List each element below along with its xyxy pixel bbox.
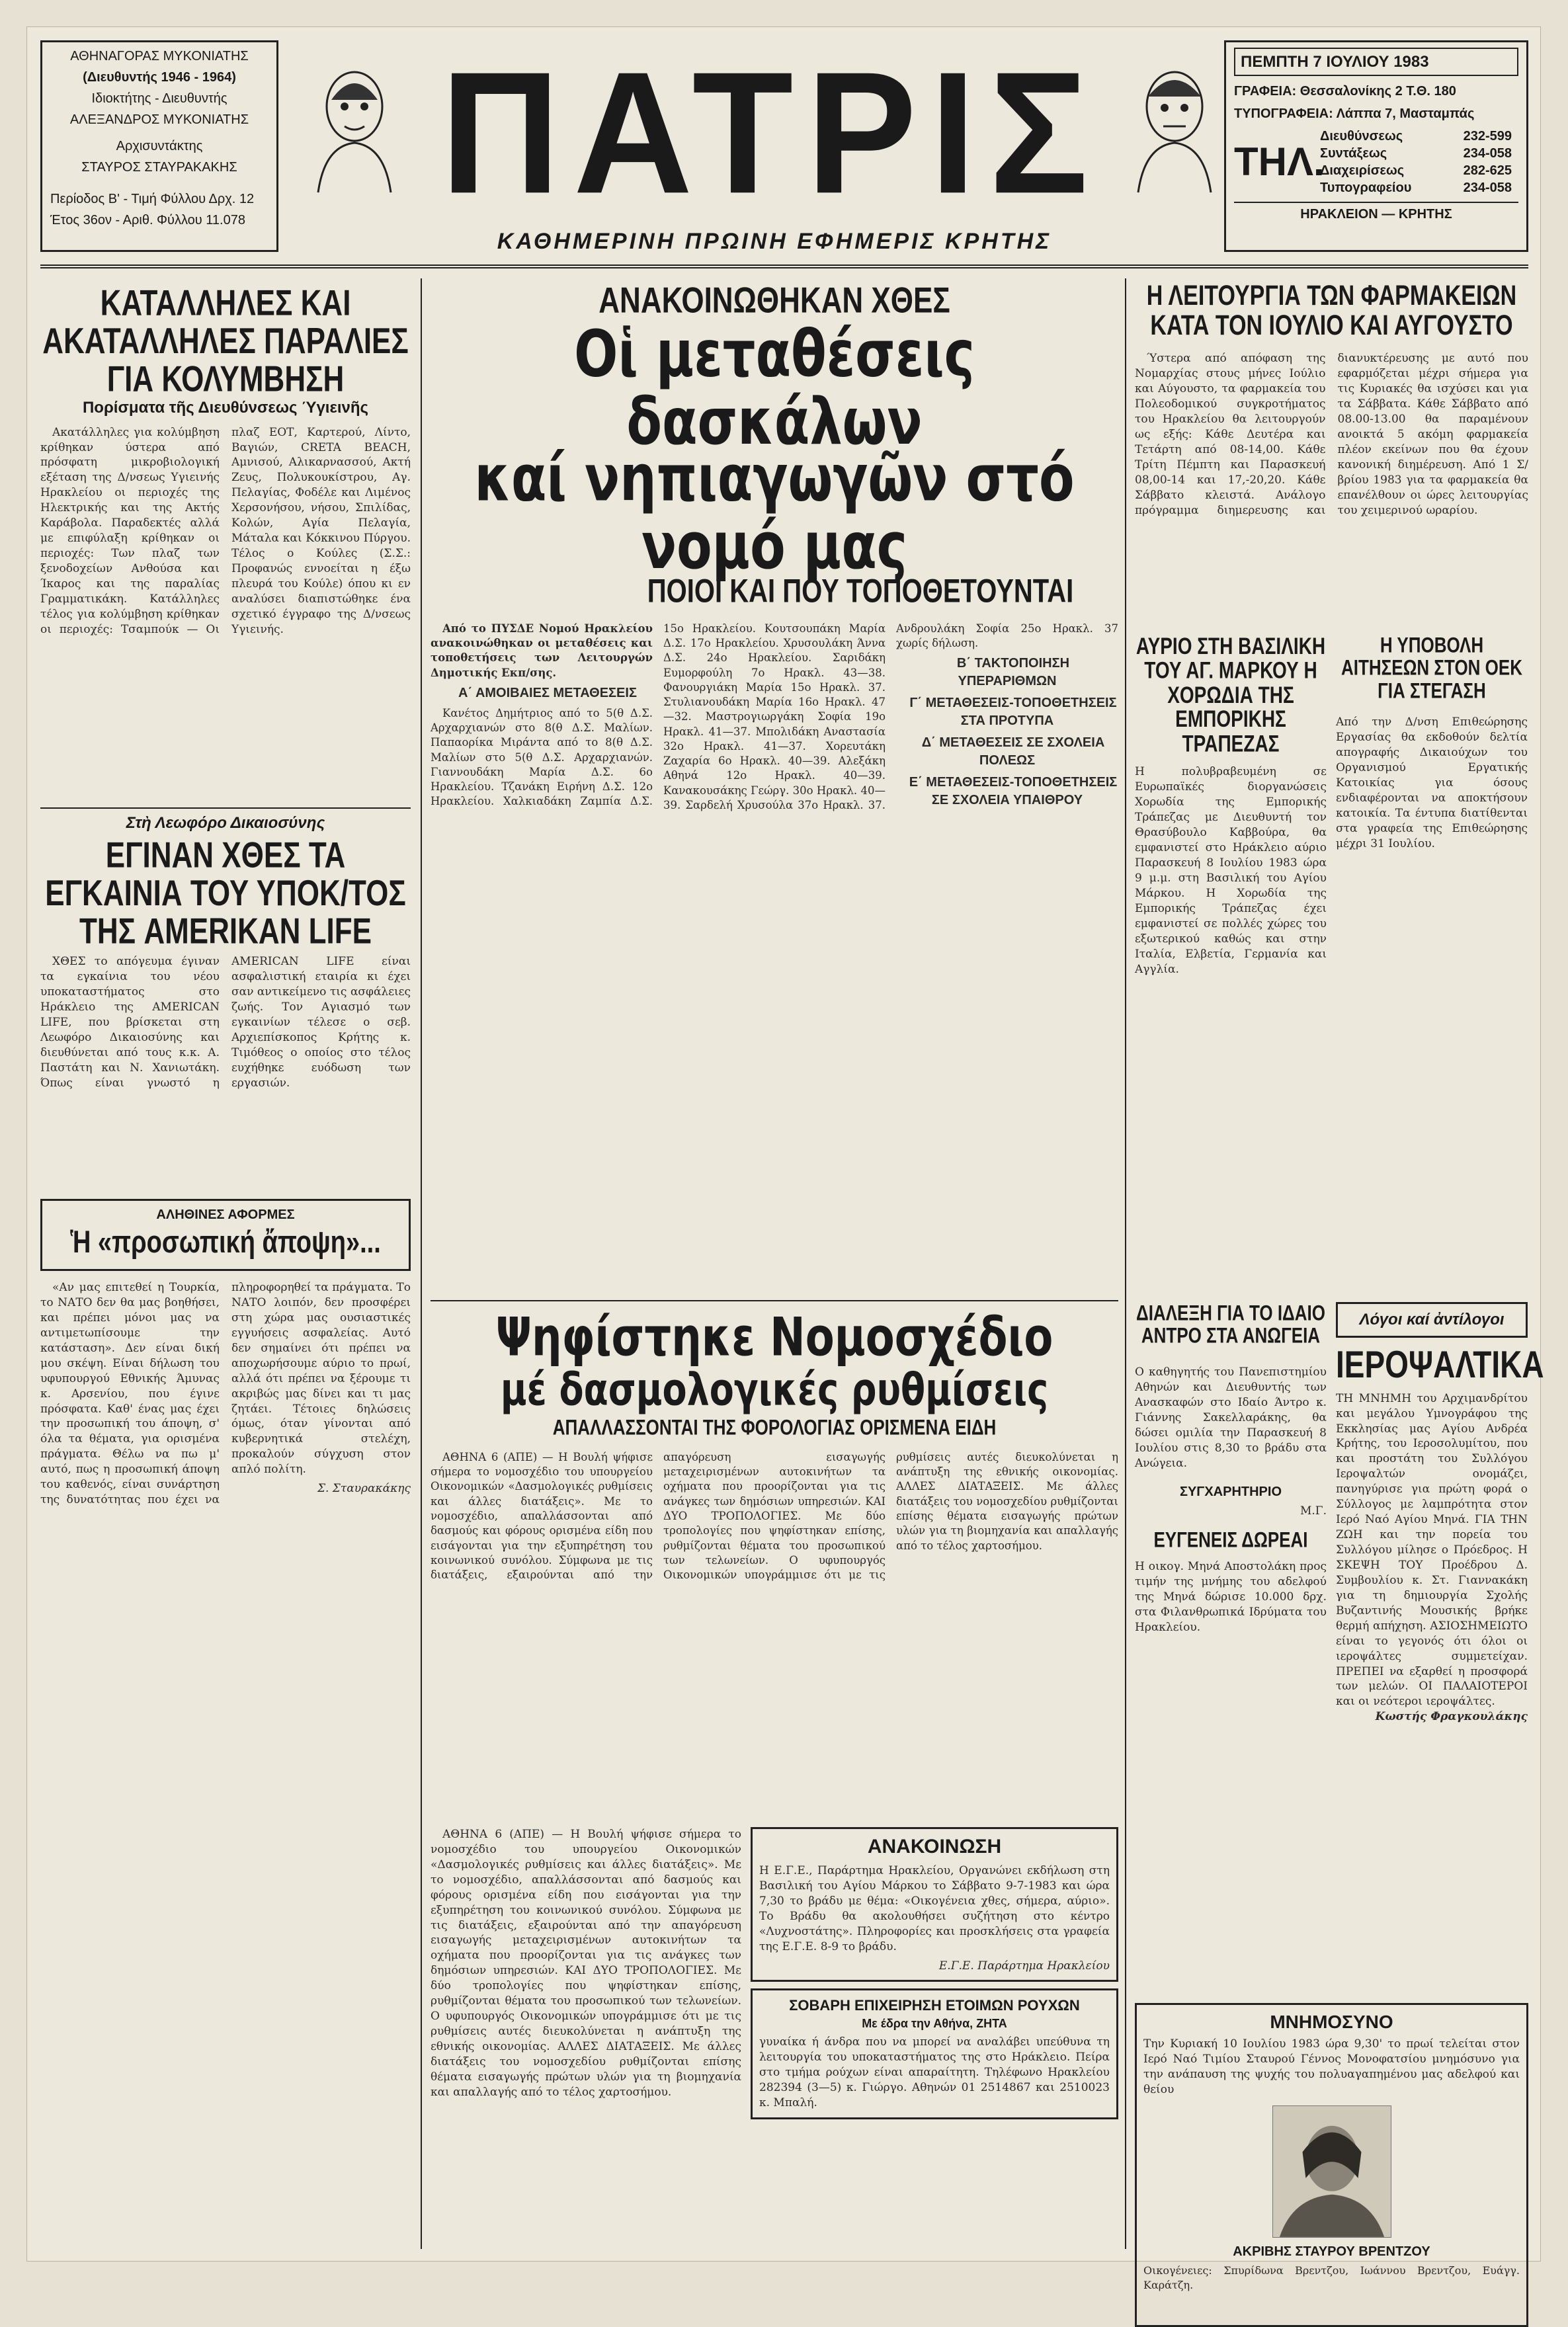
memorial-name: ΑΚΡΙΒΗΣ ΣΤΑΥΡΟΥ ΒΡΕΝΤΖΟΥ [1233, 2244, 1430, 2260]
column-text: ΤΗ ΜΝΗΜΗ του Αρχιμανδρίτου και μεγάλου Υμνογράφου της Εκκλησίας μας Αγίου Ανδρέα Κρήτης, του Ιεροσολυμίτου, που και προστάτη του Συλλόγου Ιεροψαλτών ονομάζει, πανηγύρισε για πρώτη φορά ο Σύλλογος με λαμπρότητα στον Ιερό Ναό Αγίου Μηνά. ΓΙΑ ΤΗΝ ΖΩΗ και την πορεία του Συλλόγου μίλησε ο Πρόεδρος. Η ΣΚΕΨΗ ΤΟΥ Προέδρου Δ. Συμβουλίου κ. Στ. Γιαννακάκη για τη δημιουργία Σχολής Βυζαντινής Μουσικής βρήκε θερμή απήχηση. ΑΣΙΟΣΗΜΕΙΩΤΟ είναι το γεγονός ότι όλοι οι ιεροψάλτες συμμετείχαν. ΠΡΕΠΕΙ να εξαρθεί η προσφορά των μελών. ΟΙ ΠΑΛΑΙΟΤΕΡΟΙ και οι νεότεροι ιεροψάλτες. [1336, 1391, 1528, 1709]
avenue-article [40, 954, 411, 1192]
right-column [1135, 280, 1544, 2291]
announce-signature: Ε.Γ.Ε. Παράρτημα Ηρακλείου [938, 1959, 1110, 1973]
right-mid-left [1135, 634, 1327, 1302]
person-photo-icon [1273, 2106, 1391, 2237]
transfers-article [431, 622, 1118, 1296]
portrait-sketch-icon [305, 60, 404, 192]
lecture-text: Ο καθηγητής του Πανεπιστημίου Αθηνών και Διευθυντής των Ανασκαφών στο Ιδαίο Άντρο κ. Γιάννης Σακελλαράκης, θα δώσει ομιλία την Παρασκευή 8 Ιουλίου στις 8,30 το βράδυ στα Ανώγεια. [1135, 1365, 1327, 1470]
opinion-headline: Ἡ «προσωπική ἄποψη»... [70, 1225, 381, 1260]
congrats-signature: Μ.Γ. [1300, 1504, 1327, 1518]
right-mid-right [1336, 634, 1528, 1302]
pharmacy-body: Ύστερα από απόφαση της Νομαρχίας στους μήνες Ιούλιο και Αύγουστο, τα φαρμακεία του Πολεοδομικού συγκροτήματος του Ηρακλείου θα λειτουργούν ως εξής: Κάθε Δευτέρα και Τετάρτη από 08-14,00. Κάθε Τρίτη Πέμπτη και Παρασκευή 08,00-14 και 17,-20,20. Κάθε Σάββατο κλειστά. Ανάλογο πρόγραμμα διημερευσης και διανυκτέρευσης με αυτό που εφαρμόζεται μέχρι σήμερα για τις Κυριακές θα ισχύσει και για τα Σάββατα. Κάθε Σάββατο από 08.00-13.00 θα παραμένουν ανοικτά 5 ακόμη φαρμακεία πλέον εκείνων που θα έχουν κανονική διημέρευση. Από 1 Σ/βρίου 1983 για τα φαρμακεία θα επανέλθουν οι ώρες λειτουργίας του χειμερινού ωραρίου. [1135, 352, 1528, 517]
section-heading: Β΄ ΤΑΚΤΟΠΟΙΗΣΗ ΥΠΕΡΑΡΙΘΜΩΝ [956, 656, 1070, 689]
editor-role: Αρχισυντάκτης [116, 139, 203, 153]
issue-date: ΠΕΜΠΤΗ 7 ΙΟΥΛΙΟΥ 1983 [1234, 48, 1518, 76]
column-signature: Κωστής Φραγκουλάκης [1375, 1710, 1528, 1724]
owner: ΑΛΕΞΑΝΔΡΟΣ ΜΥΚΟΝΙΑΤΗΣ [69, 112, 249, 127]
job-ad-subtitle: Με έδρα την Αθήνα, ΖΗΤΑ [862, 2017, 1007, 2031]
section-heading: Γ΄ ΜΕΤΑΘΕΣΕΙΣ-ΤΟΠΟΘΕΤΗΣΕΙΣ ΣΤΑ ΠΡΟΤΥΠΑ [909, 696, 1117, 729]
memorial-text: Την Κυριακή 10 Ιουλίου 1983 ώρα 9,30' το πρωί τελείται στον Ιερό Ναό Τιμίου Σταυρού Γέννος Μονοφατσίου μνημόσυνο για την ανάπαυση της ψυχής του πολυαγαπημένου μας αδελφού και θείου [1143, 2037, 1520, 2097]
founder-years: (Διευθυντής 1946 - 1964) [83, 70, 236, 85]
memorial-title: ΜΝΗΜΟΣΥΝΟ [1270, 2012, 1393, 2033]
right-lower-left [1135, 1302, 1327, 1996]
choir-headline: ΑΥΡΙΟ ΣΤΗ ΒΑΣΙΛΙΚΗ ΤΟΥ ΑΓ. ΜΑΡΚΟΥ Η ΧΟΡΩΔΙΑ ΤΗΣ ΕΜΠΟΡΙΚΗΣ ΤΡΑΠΕΖΑΣ [1135, 633, 1326, 756]
housing-text: Από την Δ/νση Επιθεώρησης Εργασίας θα εκδοθούν δελτία απογραφής Δικαιούχων του Οργανισμού Εργατικής Κατοικίας για όσους ενδιαφέρονται να αποκτήσουν κατοικία. Τα έντυπα διατίθενται στα γραφεία της Επιθεώρησης μέχρι 31 Ιουλίου. [1336, 715, 1528, 850]
phone-row: Συντάξεως 234-058 [1320, 146, 1512, 161]
lecture-headline: ΔΙΑΛΕΞΗ ΓΙΑ ΤΟ ΙΔΑΙΟ ΑΝΤΡΟ ΣΤΑ ΑΝΩΓΕΙΑ [1136, 1300, 1325, 1348]
law-article [431, 1450, 1118, 1820]
avenue-headline: ΕΓΙΝΑΝ ΧΘΕΣ ΤΑ ΕΓΚΑΙΝΙΑ ΤΟΥ ΥΠΟΚ/ΤΟΣ ΤΗΣ AMERIKAN LIFE [45, 835, 406, 952]
law-lower [431, 1827, 1118, 2119]
portrait-sketch-icon [1125, 60, 1224, 192]
issue-number: Έτος 36ον - Αριθ. Φύλλου 11.078 [50, 213, 245, 227]
section-heading: Δ΄ ΜΕΤΑΘΕΣΕΙΣ ΣΕ ΣΧΟΛΕΙΑ ΠΟΛΕΩΣ [921, 735, 1105, 768]
announce-title: ΑΝΑΚΟΙΝΩΣΗ [867, 1835, 1002, 1858]
main-headline-1: Οἱ μεταθέσεις δασκάλων [574, 317, 975, 460]
column-kicker: Λόγοι καί ἀντίλογοι [1359, 1311, 1505, 1329]
law-headline-2: μέ δασμολογικές ρυθμίσεις [500, 1363, 1049, 1416]
memorial-family: Οικογένειες: Σπυρίδωνα Βρεντζου, Ιωάννου Βρεντζου, Ευάγγ. Καράτζη. [1143, 2264, 1520, 2291]
opinion-article [40, 1280, 411, 2041]
law-body-cont: ΑΘΗΝΑ 6 (ΑΠΕ) — Η Βουλή ψήφισε σήμερα το νομοσχέδιο του υπουργείου Οικονομικών «Δασμολογικές ρυθμίσεις και άλλες διατάξεις». Με το νομοσχέδιο, απαλλάσσονται από δασμούς και φόρους ορισμένα είδη που εισάγονται για την εξυπηρέτηση του κοινωνικού συνόλου. Σύμφωνα με τις διατάξεις, εξαιρούνται από την απαγόρευση εισαγωγής μεταχειρισμένων αυτοκινήτων τα οχήματα που προορίζονται για τις ανάγκες των δημόσιων υπηρεσιών. ΚΑΙ ΔΥΟ ΤΡΟΠΟΛΟΓΙΕΣ. Με δύο τροπολογίες που ψηφίστηκαν επίσης, ρυθμίζονται θέματα του προσωπικού των τελωνείων. Ο υφυπουργός Οικονομικών υπογράμμισε ότι με τις ρυθμίσεις αυτές διευκολύνεται η ανάπτυξη της εθνικής οικονομίας. ΑΛΛΕΣ ΔΙΑΤΑΞΕΙΣ. Με άλλες διατάξεις του νομοσχεδίου ρυθμίζονται επίσης θέματα εισαγωγής πρώτων υλών για τη βιομηχανία και απαλλαγής από το τέλος χαρτοσήμου. [431, 1827, 741, 2099]
memorial-box [1135, 2003, 1528, 2327]
congrats-title: ΣΥΓΧΑΡΗΤΗΡΙΟ [1179, 1484, 1282, 1499]
main-kicker: ΑΝΑΚΟΙΝΩΘΗΚΑΝ ΧΘΕΣ [598, 280, 950, 321]
tagline: ΚΑΘΗΜΕΡΙΝΗ ΠΡΩΙΝΗ ΕΦΗΜΕΡΙΣ ΚΡΗΤΗΣ [497, 229, 1052, 254]
office-address: ΓΡΑΦΕΙΑ: Θεσσαλονίκης 2 Τ.Θ. 180 [1234, 84, 1456, 99]
transfers-body: Κανέτος Δημήτριος από το 5(θ Δ.Σ. Αρχαρχιανών στο 8(θ Δ.Σ. Μαλίων. Παπαορίκα Μιράντα από το 8(θ Δ.Σ. Μαλίων στο 5(θ Δ.Σ. Αρχαρχιανών. Γιαννουδάκη Μαρία Δ.Σ. 6ο Ηρακλείου. Τζανάκη Ειρήνη Δ.Σ. 12ο Ηρακλείου. Χαλκιαδάκη Ζαμπία Δ.Σ. 15ο Ηρακλείου. Κουτσουπάκη Μαρία Δ.Σ. 17ο Ηρακλείου. Χρυσουλάκη Άννα Δ.Σ. 24ο Ηρακλείου. Σαριδάκη Ευμορφούλη 7ο Ηρακλ. 43—38. Φανουργιάκη Μαρία 15ο Ηρακλ. 37. Στυλιανουδάκη Μαρία 16ο Ηρακλ. 47—32. Μαστρογιωργάκη Σοφία 19ο Ηρακλ. 41—37. Μπολιδάκη Αναστασία 32ο Ηρακλ. 41—37. Χορευτάκη Ζαχαρία 6ο Ηρακλ. 40—39. Αλεξάκη Αθηνά 12ο Ηρακλ. 40—39. Κανακουσάκης Γεώργ. 30ο Ηρακλ. 40—39. Σαρδελή Χρυσούλα 37ο Ηρακλ. 37. Ανδρουλάκη Σοφία 25ο Ηρακλ. 37 χωρίς δήλωση. [431, 622, 1118, 811]
main-headline-2: καί νηπιαγωγῶν στό νομό μας [474, 441, 1075, 584]
job-ad-box [751, 1988, 1118, 2119]
column-rule [1125, 278, 1126, 2249]
beaches-headline: ΚΑΤΑΛΛΗΛΕΣ ΚΑΙ ΑΚΑΤΑΛΛΗΛΕΣ ΠΑΡΑΛΙΕΣ ΓΙΑ ΚΟΛΥΜΒΗΣΗ [42, 282, 409, 400]
right-lower [1135, 1300, 1544, 1996]
section-heading: Ε΄ ΜΕΤΑΘΕΣΕΙΣ-ΤΟΠΟΘΕΤΗΣΕΙΣ ΣΕ ΣΧΟΛΕΙΑ ΥΠΑΙΘΡΟΥ [909, 775, 1118, 808]
phone-list [1320, 128, 1512, 196]
pharmacy-headline: Η ΛΕΙΤΟΥΡΓΙΑ ΤΩΝ ΦΑΡΜΑΚΕΙΩΝ ΚΑΤΑ ΤΟΝ ΙΟΥΛΙΟ ΚΑΙ ΑΥΓΟΥΣΤΟ [1146, 280, 1517, 341]
column-rule [421, 278, 422, 2249]
right-mid [1135, 634, 1528, 1302]
law-body: ΑΘΗΝΑ 6 (ΑΠΕ) — Η Βουλή ψήφισε σήμερα το νομοσχέδιο του υπουργείου Οικονομικών «Δασμολογικές ρυθμίσεις και άλλες διατάξεις». Με το νομοσχέδιο, απαλλάσσονται από δασμούς και φόρους ορισμένα είδη που εισάγονται για την εξυπηρέτηση του κοινωνικού συνόλου. Σύμφωνα με τις διατάξεις, εξαιρούνται από την απαγόρευση εισαγωγής μεταχειρισμένων αυτοκινήτων τα οχήματα που προορίζονται για τις ανάγκες των δημόσιων υπηρεσιών. ΚΑΙ ΔΥΟ ΤΡΟΠΟΛΟΓΙΕΣ. Με δύο τροπολογίες που ψηφίστηκαν επίσης, ρυθμίζονται θέματα του προσωπικού των τελωνείων. Ο υφυπουργός Οικονομικών υπογράμμισε ότι με τις ρυθμίσεις αυτές διευκολύνεται η ανάπτυξη της εθνικής οικονομίας. ΑΛΛΕΣ ΔΙΑΤΑΞΕΙΣ. Με άλλες διατάξεις του νομοσχεδίου ρυθμίζονται επίσης θέματα εισαγωγής πρώτων υλών για τη βιομηχανία και απαλλαγής από το τέλος χαρτοσήμου. [431, 1450, 1118, 1582]
job-ad-title: ΣΟΒΑΡΗ ΕΠΙΧΕΙΡΗΣΗ ΕΤΟΙΜΩΝ ΡΟΥΧΩΝ [789, 1997, 1080, 2014]
column-box [1336, 1302, 1528, 1338]
masthead-info-box [40, 40, 278, 252]
opinion-box [40, 1199, 411, 1271]
editor: ΣΤΑΥΡΟΣ ΣΤΑΥΡΑΚΑΚΗΣ [81, 160, 237, 175]
masthead [40, 36, 1528, 268]
transfers-intro: Από το ΠΥΣΔΕ Νομού Ηρακλείου ανακοινώθηκαν οι μεταθέσεις και τοποθετήσεις των Λειτουργών Δημοτικής Εκπ/σης. [431, 622, 653, 679]
opinion-body: «Αν μας επιτεθεί η Τουρκία, το ΝΑΤΟ δεν θα μας βοηθήσει, και πρέπει μόνοι μας να αντιμετωπίσουμε την κατάσταση». Δεν είναι δική μου σκέψη. Είναι δήλωση του υφυπουργού Εθνικής Άμυνας κ. Αρσενίου, που έγινε πρόσφατα. Καθ' ένας μας έχει την προσωπική του άποψη, σ' όλα τα θέματα, για ορισμένα πράγματα. Θέλω να πω μ' αυτό, πως η προσωπική άποψη του καθενός, είναι συνάρτηση της δυνατότητας που έχει να πληροφορηθεί τα πράγματα. Το ΝΑΤΟ λοιπόν, δεν προσφέρει στη χώρα μας ουσιαστικές εγγυήσεις ασφαλείας. Αυτό δεν σημαίνει ότι πρέπει να αποχωρήσουμε αύριο το πρωί, αλλά ότι πρέπει να ξέρουμε τι ακριβώς μας δίνει και τι μας ζητάει. Τέτοιες δηλώσεις όμως, όταν γίνονται από κυβερνητικά στελέχη, προκαλούν σύγχυση στον απλό πολίτη. [40, 1281, 411, 1507]
donations-text: Η οικογ. Μηνά Αποστολάκη προς τιμήν της μνήμης του αδελφού της Μηνά δώρισε 10.000 δρχ. στα Φιλανθρωπικά Ιδρύματα του Ηρακλείου. [1135, 1559, 1327, 1634]
phone-row: Διαχειρίσεως 282-625 [1320, 163, 1512, 179]
announcements [751, 1827, 1118, 2119]
law-headline-1: Ψηφίστηκε Νομοσχέδιο [495, 1307, 1053, 1369]
phone-row: Διευθύνσεως 232-599 [1320, 129, 1512, 144]
opinion-signature: Σ. Σταυρακάκης [317, 1482, 411, 1496]
avenue-body: ΧΘΕΣ το απόγευμα έγιναν τα εγκαίνια του νέου υποκαταστήματος στο Ηράκλειο της AMERICAN LIFE, που βρίσκεται στη Λεωφόρο Δικαιοσύνης και διευθύνεται από τους κ.κ. Α. Παστάτη και Ν. Χανιωτάκη. Όπως είναι γνωστό η AMERICAN LIFE είναι ασφαλιστική εταιρία κι έχει σαν αντικείμενο τις ασφάλειες ζωής. Τον Αγιασμό των εγκαινίων τέλεσε ο σεβ. Αρχιεπίσκοπος Κρήτης κ. Τιμόθεος ο οποίος στο τέλος ευχήθηκε ευόδωση των εργασιών. [40, 955, 411, 1090]
right-lower-right [1336, 1302, 1544, 1996]
left-column [40, 282, 411, 2252]
law-subhead: ΑΠΑΛΛΑΣΣΟΝΤΑΙ ΤΗΣ ΦΟΡΟΛΟΓΙΑΣ ΟΡΙΣΜΕΝΑ ΕΙΔΗ [552, 1414, 997, 1440]
column-headline: ΙΕΡΟΨΑΛΤΙΚΑ [1336, 1342, 1544, 1386]
beaches-subhead: Πορίσματα τῆς Διευθύνσεως Ύγιεινῆς [82, 398, 369, 417]
city: ΗΡΑΚΛΕΙΟΝ — ΚΡΗΤΗΣ [1234, 202, 1518, 223]
section-heading: Α΄ ΑΜΟΙΒΑΙΕΣ ΜΕΤΑΘΕΣΕΙΣ [458, 685, 637, 700]
donations-headline: ΕΥΓΕΝΕΙΣ ΔΩΡΕΑΙ [1153, 1527, 1308, 1553]
newspaper-page [26, 26, 1544, 2291]
printing-address: ΤΥΠΟΓΡΑΦΕΙΑ: Λάππα 7, Μασταμπάς [1234, 106, 1475, 122]
announce-box [751, 1827, 1118, 1982]
memorial-photo [1272, 2105, 1391, 2238]
beaches-body: Ακατάλληλες για κολύμβηση κρίθηκαν ύστερα από πρόσφατη μικροβιολογική εξέταση της Δ/νσεως Υγιεινής Ηρακλείου οι περιοχές της Ηλεκτρικής και της Ακτής Καράβολα. Παραδεκτές αλλά με επιφύλαξη κρίθηκαν οι περιοχές: Των πλαζ των ξενοδοχείων Ανθούσα και Ίκαρος και της παραλίας Γραμματικάκη. Κατάλληλες τέλος για κολύμβηση κρίθηκαν οι περιοχές: Τσαμπούκ — Οι πλαζ ΕΟΤ, Καρτερού, Λίντο, Βαγιών, CRETA BEACH, Αμνισού, Αλικαρνασσού, Ακτή Ζευς, Πολυκουκίστρου, Αγ. Πελαγίας, Φοδέλε και Λιμένος Χερσονήσου, νήσου, Σπιλίδας, Κολών, Αγία Πελαγία, Μάταλα και Κόκκινου Πύργου. Τέλος ο Κούλες (Σ.Σ.: Προφανώς εννοείται η έξω πλευρά του Κούλε) όπου κι εν αναλύσει διαπιστώθηκε ένα σχετικό έγγραφο της Δ/νσεως Υγιεινής. [40, 425, 411, 636]
announce-text: Η Ε.Γ.Ε., Παράρτημα Ηρακλείου, Οργανώνει εκδήλωση στη Βασιλική του Αγίου Μάρκου το Σάββατο 9-7-1983 και ώρα 7,30 το βράδυ με θέμα: «Οικογένεια χθες, σήμερα, αύριο». Το Βράδυ θα ακολουθήσει συζήτηση στο κέντρο «Λυχνοστάτης». Πληροφορίες και προσκλήσεις στα γραφεία της Ε.Γ.Ε. 8-9 το βράδυ. [759, 1863, 1110, 1953]
founder-portrait [305, 60, 404, 192]
center-column [431, 282, 1118, 2252]
editor-portrait [1125, 60, 1224, 192]
pharmacy-article [1135, 351, 1528, 629]
phone-block [1234, 128, 1518, 196]
newspaper-title: ΠΑΤΡΙΣ [440, 36, 1102, 229]
opinion-kicker: ΑΛΗΘΙΝΕΣ ΑΦΟΡΜΕΣ [156, 1207, 295, 1223]
founder: ΑΘΗΝΑΓΟΡΑΣ ΜΥΚΟΝΙΑΤΗΣ [70, 49, 249, 63]
masthead-contact-box [1224, 40, 1528, 252]
owner-role: Ιδιοκτήτης - Διευθυντής [91, 91, 227, 106]
law-continued [431, 1827, 741, 2119]
beaches-article [40, 425, 411, 802]
main-subhead: ΠΟΙΟΙ ΚΑΙ ΠΟΥ ΤΟΠΟΘΕΤΟΥΝΤΑΙ [647, 573, 1074, 610]
housing-headline: Η ΥΠΟΒΟΛΗ ΑΙΤΗΣΕΩΝ ΣΤΟΝ ΟΕΚ ΓΙΑ ΣΤΕΓΑΣΗ [1341, 632, 1523, 703]
job-ad-text: γυναίκα ή άνδρα που να μπορεί να αναλάβει υπεύθυνα τη λειτουργία του υποκαταστήματος της στο Ηράκλειο. Πείρα στο τμήμα ρούχων είναι απαραίτητη. Τηλέφωνο Ηρακλείου 282394 (3—5) κ. Γιώργο. Αθηνών 01 2514867 και 2510023 κ. Μπαλή. [759, 2035, 1110, 2110]
choir-text: Η πολυβραβευμένη σε Ευρωπαϊκές διοργανώσεις Χορωδία της Εμπορικής Τράπεζας με Διευθυντή τον Θρασύβουλο Καββούρα, θα εμφανιστεί στο Ηράκλειο αύριο Παρασκευή 8 Ιουλίου 1983 ώρα 9 μ.μ. στη Βασιλική του Αγίου Μάρκου. Η Χορωδία της Εμπορικής Τράπεζας έχει εμφανιστεί σε πολλές χώρες του εξωτερικού καθώς και στην Ιταλία, Ελβετία, Γερμανία και Αγγλία. [1135, 765, 1327, 976]
period: Περίοδος Β' - Τιμή Φύλλου Δρχ. 12 [50, 192, 255, 206]
tel-label: ΤΗΛ. [1234, 140, 1325, 184]
avenue-kicker: Στὴ Λεωφόρο Δικαιοσύνης [126, 813, 325, 832]
phone-row: Τυπογραφείου 234-058 [1320, 181, 1512, 196]
